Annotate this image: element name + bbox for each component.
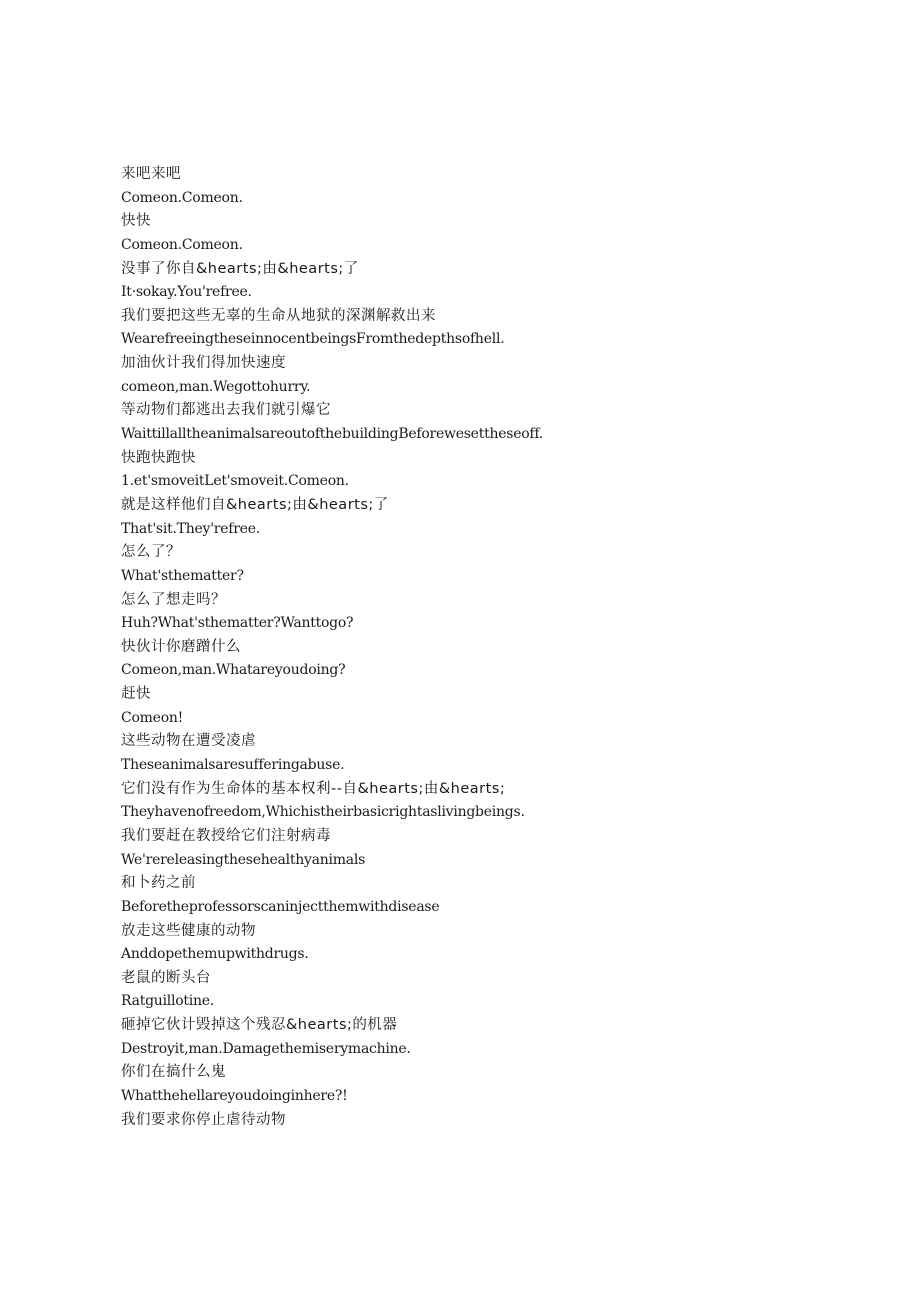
subtitle-transcript	[121, 163, 881, 1132]
line-zh: 快快	[121, 213, 151, 230]
line-zh: 快伙计你磨蹭什么	[121, 638, 241, 655]
line-en: Destroyit,man.Damagethemiserymachine.	[121, 1040, 411, 1057]
line-zh: 你们在搞什么鬼	[121, 1064, 226, 1081]
line-en: It·sokay.You'refree.	[121, 284, 252, 301]
line-zh: 砸掉它伙计毁掉这个残忍&hearts;的机器	[121, 1017, 398, 1034]
line-en: Theseanimalsaresufferingabuse.	[121, 757, 345, 774]
line-en: Beforetheprofessorscaninjectthemwithdisease	[121, 898, 440, 915]
line-zh: 赶快	[121, 686, 151, 703]
line-zh: 这些动物在遭受凌虐	[121, 733, 256, 750]
line-zh: 怎么了？	[121, 544, 181, 561]
line-en: Whatthehellareyoudoinginhere?!	[121, 1087, 348, 1104]
line-zh: 快跑快跑快	[121, 449, 196, 466]
line-en: That'sit.They'refree.	[121, 520, 260, 537]
line-en: We'rereleasingthesehealthyanimals	[121, 851, 366, 868]
line-zh: 等动物们都逃出去我们就引爆它	[121, 402, 331, 419]
line-zh: 老鼠的断头台	[121, 969, 211, 986]
line-en: Theyhavenofreedom,Whichistheirbasicrightaslivingbeings.	[121, 804, 525, 821]
line-en: WearefreeingtheseinnocentbeingsFromthedepthsofhell.	[121, 331, 505, 348]
line-en: Anddopethemupwithdrugs.	[121, 946, 309, 963]
line-zh: 来吧来吧	[121, 166, 181, 182]
line-en: Comeon,man.Whatareyoudoing?	[121, 662, 346, 679]
line-en: Huh?What'sthematter?Wanttogo?	[121, 615, 354, 632]
line-zh: 加油伙计我们得加快速度	[121, 355, 286, 372]
line-zh: 它们没有作为生命体的基本权利--自&hearts;由&hearts;	[121, 780, 506, 797]
line-en: Comeon.Comeon.	[121, 189, 243, 206]
line-en: Ratguillotine.	[121, 993, 215, 1010]
line-en: 1.et'smoveitLet'smoveit.Comeon.	[121, 473, 349, 490]
line-en: Comeon.Comeon.	[121, 236, 243, 253]
line-en: What'sthematter?	[121, 567, 244, 584]
line-zh: 我们要赶在教授给它们注射病毒	[121, 827, 331, 844]
line-zh: 我们要求你停止虐待动物	[121, 1111, 286, 1128]
line-zh: 没事了你自&hearts;由&hearts;了	[121, 260, 359, 277]
line-en: Comeon!	[121, 709, 184, 726]
line-zh: 放走这些健康的动物	[121, 922, 256, 939]
line-en: WaittillalltheanimalsareoutofthebuildingBeforewesettheseoff.	[121, 426, 543, 443]
line-zh: 怎么了想走吗？	[121, 591, 226, 608]
line-zh: 就是这样他们自&hearts;由&hearts;了	[121, 496, 389, 513]
line-en: comeon,man.Wegottohurry.	[121, 378, 311, 395]
line-zh: 和卜药之前	[121, 875, 196, 892]
line-zh: 我们要把这些无辜的生命从地狱的深渊解救出来	[121, 307, 436, 324]
